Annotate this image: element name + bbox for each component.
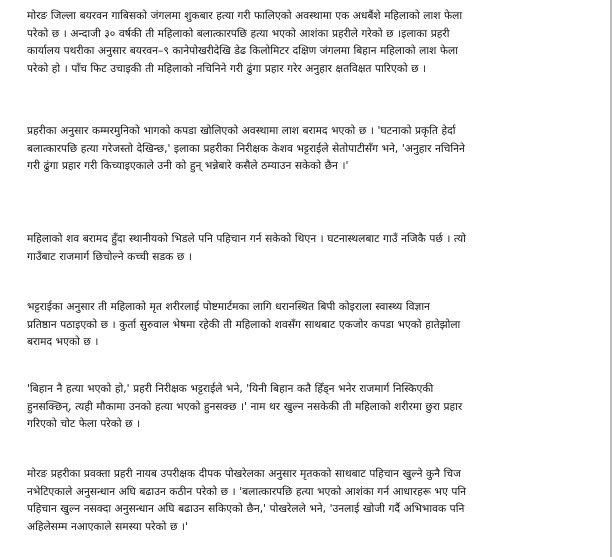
paragraph-line: महिलाको शव बरामद हुँदा स्थानीयको भिडले पनि पहिचान गर्न सकेको थिएन । घटनास्थलबाट गाउँ नजिकै पर्छ । त्यो <box>27 233 466 245</box>
paragraph-line: पहिचान खुल्न नसक्दा अनुसन्धान अघि बढाउन सकिएको छैन,' पोखरेलले भने, 'उनलाई खोजी गर्दै अभिभावक पनि <box>27 503 465 516</box>
paragraph-1 <box>27 8 601 78</box>
paragraph-line: 'बिहान नै हत्या भएको हो,' प्रहरी निरीक्षक भट्टराईले भने, 'यिनी बिहान कतै हिँड्न भनेर राजमार्ग निस्किएकी <box>27 383 434 395</box>
paragraph-line: कार्यालय पथरीका अनुसार बयरवन–९ कानेपोखरीदेखि डेढ किलोमिटर दक्षिण जंगलमा बिहान महिलाको लाश फेला <box>27 45 458 58</box>
paragraph-line: भट्टराईका अनुसार ती महिलाको मृत शरीरलाई पोष्टमार्टमका लागि धरानस्थित बिपी कोइराला स्वास्थ्य विज्ञान <box>27 301 430 313</box>
paragraph-line: बरामद भएको छ । <box>27 336 99 349</box>
paragraph-line: मोरङ प्रहरीका प्रवक्ता प्रहरी नायब उपरीक्षक दीपक पोखरेलका अनुसार मृतकको साथबाट पहिचान खुल्ने कुनै चिज <box>27 468 461 480</box>
paragraph-3 <box>27 231 601 266</box>
paragraph-line: प्रहरीका अनुसार कम्मरमुनिको भागको कपडा खोलिएको अवस्थामा लाश बरामद भएको छ । 'घटनाको प्रकृति हेर्दा <box>27 125 456 137</box>
paragraph-2 <box>27 123 601 176</box>
paragraph-line: गरी ढुंगा प्रहार गरी किच्याइएकाले उनी को हुन् भन्नेबारे कसैले ठम्याउन सकेको छैन ।' <box>27 160 349 173</box>
paragraph-line: प्रतिष्ठान पठाइएको छ । कुर्ता सुरुवाल भेषमा रहेकी ती महिलाको शवसँग साथबाट एकजोर कपडा भएको हातेझोला <box>27 318 461 331</box>
paragraph-line: हुनसक्छिन्, त्यही मौकामा उनको हत्या भएको हुनसक्छ ।' नाम थर खुल्न नसकेकी ती महिलाको शरीरमा छुरा प्रहार <box>27 400 463 413</box>
paragraph-4 <box>27 299 601 352</box>
paragraph-line: परेको हो । पाँच फिट उचाइकी ती महिलाको नचिनिने गरी ढुंगा प्रहार गरेर अनुहार क्षतविक्षत पारिएको छ । <box>27 62 427 75</box>
paragraph-line: नभेटिएकाले अनुसन्धान अघि बढाउन कठीन परेको छ । 'बलात्कारपछि हत्या भएको आशंका गर्न आधारहरू भए पनि <box>27 485 467 498</box>
paragraph-line: अहिलेसम्म नआएकाले समस्या परेको छ ।' <box>27 520 188 533</box>
paragraph-line: गरिएको चोट फेला परेको छ । <box>27 418 141 431</box>
paragraph-line: मोरङ जिल्ला बयरवन गाबिसको जंगलमा शुकबार हत्या गरी फालिएको अवस्थामा एक अधबैंशे महिलाको लाश फेला <box>27 10 463 22</box>
paragraph-line: परेको छ । अन्दाजी ३० वर्षकी ती महिलाको बलात्कारपछि हत्या भएको आशंका प्रहरीले गरेको छ ।इलाका प्रहरी <box>27 27 450 40</box>
paragraph-line: बलात्कारपछि हत्या गरेजस्तो देखिन्छ,' इलाका प्रहरीका निरीक्षक केशव भट्टराईले सेतोपाटीसँग भने, 'अनुहार नचिनिने <box>27 142 465 155</box>
paragraph-line: गाउँबाट राजमार्ग छिचोल्ने कच्ची सडक छ । <box>27 250 192 263</box>
paragraph-6 <box>27 466 601 536</box>
paragraph-5 <box>27 381 601 434</box>
